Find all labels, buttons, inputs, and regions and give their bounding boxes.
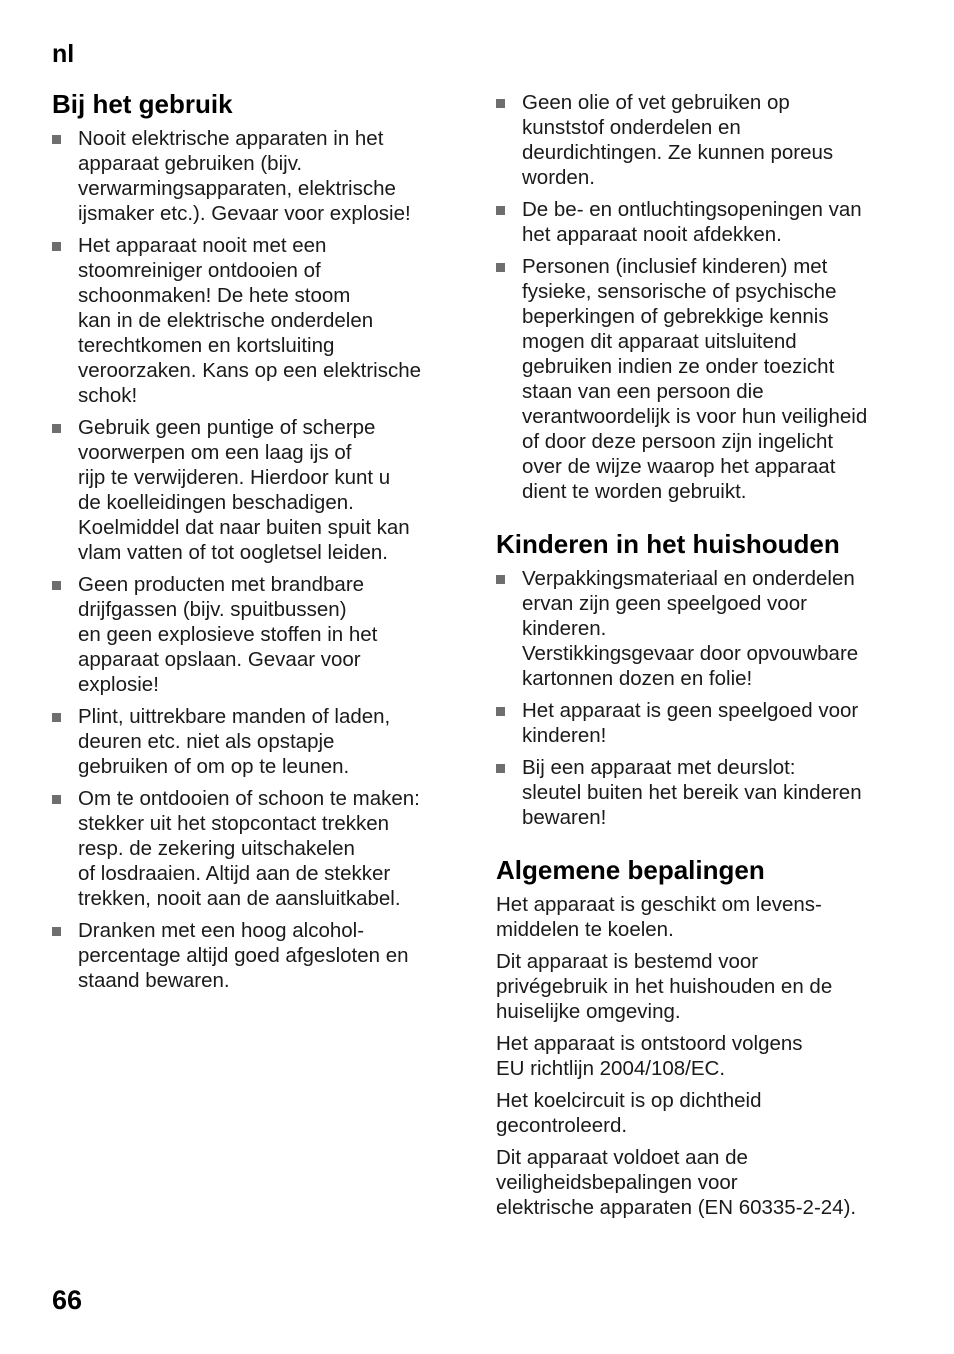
list-item bbox=[52, 786, 457, 911]
list-item-text: Bij een apparaat met deurslot: sleutel buiten het bereik van kinderen bewaren! bbox=[522, 756, 862, 829]
paragraph: Het apparaat is geschikt om levens- middelen te koelen. bbox=[496, 893, 822, 941]
square-bullet-icon bbox=[52, 424, 61, 433]
list-item bbox=[52, 126, 457, 226]
list-item-text: Om te ontdooien of schoon te maken: stekker uit het stopcontact trekken resp. de zekering uitschakelen of losdraaien. Altijd aan de stekker trekken, nooit aan de aansluitkabel. bbox=[78, 787, 420, 910]
square-bullet-icon bbox=[496, 575, 505, 584]
square-bullet-icon bbox=[52, 135, 61, 144]
list-item bbox=[496, 755, 901, 830]
square-bullet-icon bbox=[496, 263, 505, 272]
list-item bbox=[52, 704, 457, 779]
square-bullet-icon bbox=[496, 206, 505, 215]
list-item-text: Personen (inclusief kinderen) met fysieke, sensorische of psychische beperkingen of gebrekkige kennis mogen dit apparaat uitsluitend gebruiken indien ze onder toezicht staan van een persoon die verantwoordelijk is voor hun veiligheid of door deze persoon zijn ingelicht over de wijze waarop het apparaat dient te worden gebruikt. bbox=[522, 255, 868, 503]
paragraph: Het koelcircuit is op dichtheid gecontroleerd. bbox=[496, 1089, 762, 1137]
list-item bbox=[496, 197, 901, 247]
section-title-bij-het-gebruik: Bij het gebruik bbox=[52, 89, 233, 119]
page-number: 66 bbox=[52, 1285, 83, 1315]
bullet-list-bij-het-gebruik bbox=[52, 126, 457, 993]
language-code: nl bbox=[52, 40, 75, 68]
square-bullet-icon bbox=[496, 707, 505, 716]
square-bullet-icon bbox=[52, 581, 61, 590]
list-item bbox=[52, 572, 457, 697]
left-column bbox=[52, 88, 457, 1000]
right-column bbox=[496, 90, 901, 1227]
list-item-text: Het apparaat is geen speelgoed voor kinderen! bbox=[522, 699, 859, 747]
square-bullet-icon bbox=[496, 99, 505, 108]
list-item bbox=[52, 233, 457, 408]
list-item bbox=[496, 254, 901, 504]
paragraph: Dit apparaat voldoet aan de veiligheidsbepalingen voor elektrische apparaten (EN 60335-2-24). bbox=[496, 1146, 857, 1219]
list-item-text: Geen olie of vet gebruiken op kunststof onderdelen en deurdichtingen. Ze kunnen poreus worden. bbox=[522, 91, 834, 189]
list-item-text: De be- en ontluchtingsopeningen van het apparaat nooit afdekken. bbox=[522, 198, 862, 246]
list-item-text: Geen producten met brandbare drijfgassen (bijv. spuitbussen) en geen explosieve stoffen in het apparaat opslaan. Gevaar voor explosie! bbox=[78, 573, 378, 696]
square-bullet-icon bbox=[52, 795, 61, 804]
bullet-list-bij-het-gebruik-continued bbox=[496, 90, 901, 504]
section-title-algemene: Algemene bepalingen bbox=[496, 855, 765, 885]
paragraph: Dit apparaat is bestemd voor privégebruik in het huishouden en de huiselijke omgeving. bbox=[496, 950, 833, 1023]
list-item bbox=[496, 566, 901, 691]
paragraph: Het apparaat is ontstoord volgens EU richtlijn 2004/108/EC. bbox=[496, 1032, 803, 1080]
list-item-text: Gebruik geen puntige of scherpe voorwerpen om een laag ijs of rijp te verwijderen. Hierdoor kunt u de koelleidingen beschadigen. Koelmiddel dat naar buiten spuit kan vlam vatten of tot oogletsel leiden. bbox=[78, 416, 410, 564]
list-item-text: Nooit elektrische apparaten in het apparaat gebruiken (bijv. verwarmingsapparaten, elektrische ijsmaker etc.). Gevaar voor explosie! bbox=[78, 127, 411, 225]
square-bullet-icon bbox=[52, 242, 61, 251]
list-item-text: Het apparaat nooit met een stoomreiniger ontdooien of schoonmaken! De hete stoom kan in de elektrische onderdelen terechtkomen en kortsluiting veroorzaken. Kans op een elektrische schok! bbox=[78, 234, 422, 407]
list-item bbox=[496, 698, 901, 748]
square-bullet-icon bbox=[496, 764, 505, 773]
bullet-list-kinderen bbox=[496, 566, 901, 830]
list-item bbox=[52, 918, 457, 993]
list-item bbox=[52, 415, 457, 565]
square-bullet-icon bbox=[52, 713, 61, 722]
square-bullet-icon bbox=[52, 927, 61, 936]
list-item-text: Dranken met een hoog alcohol- percentage altijd goed afgesloten en staand bewaren. bbox=[78, 919, 409, 992]
list-item bbox=[496, 90, 901, 190]
section-title-kinderen: Kinderen in het huishouden bbox=[496, 529, 840, 559]
list-item-text: Plint, uittrekbare manden of laden, deuren etc. niet als opstapje gebruiken of om op te leunen. bbox=[78, 705, 391, 778]
list-item-text: Verpakkingsmateriaal en onderdelen ervan zijn geen speelgoed voor kinderen. Verstikkingsgevaar door opvouwbare kartonnen dozen en folie! bbox=[522, 567, 859, 690]
